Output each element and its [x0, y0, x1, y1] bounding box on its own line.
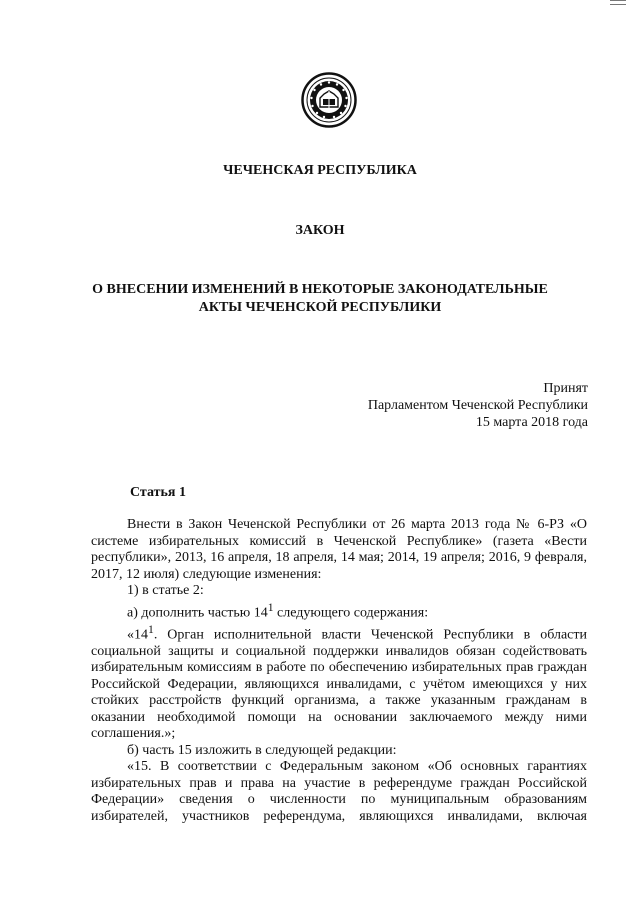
- list-item-b: б) часть 15 изложить в следующей редакции:: [127, 742, 397, 758]
- item-a-prefix: а) дополнить частью 14: [127, 605, 268, 621]
- document-type-heading: ЗАКОН: [295, 223, 345, 238]
- item-a-suffix: следующего содержания:: [273, 605, 429, 621]
- item-a-superscript: 1: [267, 600, 274, 614]
- page-corner-mark: [610, 0, 626, 5]
- quote1-prefix: «14: [127, 627, 148, 643]
- article-intro: Внести в Закон Чеченской Республики от 26 марта 2013 года № 6-РЗ «О системе избирательных комиссий в Чеченской Республике» (газета «Вести республики», 2013, 16 апреля, 18 апреля, 14 мая; 2014, 19 апреля; 2016, 9 февраля, 2017, 12 июля) следующие изменения:: [91, 517, 587, 582]
- law-title-line-2: АКТЫ ЧЕЧЕНСКОЙ РЕСПУБЛИКИ: [198, 300, 442, 315]
- quote1-text: . Орган исполнительной власти Чеченской Республики в области социальной защиты и социальной поддержки инвалидов обязан содействовать избирательным комиссиям в работе по обеспечению избирательных прав граждан Российской Федерации, являющихся инвалидами, с учётом имеющихся у них стойких расстройств функций организма, а также указанным гражданам в оказании необходимой помощи на основании заключаемого между ними соглашения.»;: [91, 627, 587, 742]
- quote1-superscript: 1: [148, 622, 154, 636]
- adopted-by: Парламентом Чеченской Республики: [367, 398, 588, 413]
- article-body: [91, 517, 587, 825]
- list-item-a: [91, 600, 587, 622]
- republic-heading: ЧЕЧЕНСКАЯ РЕСПУБЛИКА: [223, 163, 417, 178]
- law-title-line-1: О ВНЕСЕНИИ ИЗМЕНЕНИЙ В НЕКОТОРЫЕ ЗАКОНОДАТЕЛЬНЫЕ: [92, 282, 548, 297]
- adoption-block: [308, 380, 588, 431]
- adopted-label: Принят: [543, 381, 588, 396]
- quoted-part-15: «15. В соответствии с Федеральным законом «Об основных гарантиях избирательных прав и права на участие в референдуме граждан Российской Федерации» сведения о численности по муниципальным образованиям избирателей, участников референдума, являющихся инвалидами, включая: [91, 759, 587, 824]
- coat-of-arms-seal-icon: [301, 72, 357, 128]
- adopted-date: 15 марта 2018 года: [475, 415, 588, 430]
- quoted-part-14-1: [91, 622, 587, 743]
- list-item-1: 1) в статье 2:: [127, 583, 204, 598]
- article-title: Статья 1: [130, 485, 186, 500]
